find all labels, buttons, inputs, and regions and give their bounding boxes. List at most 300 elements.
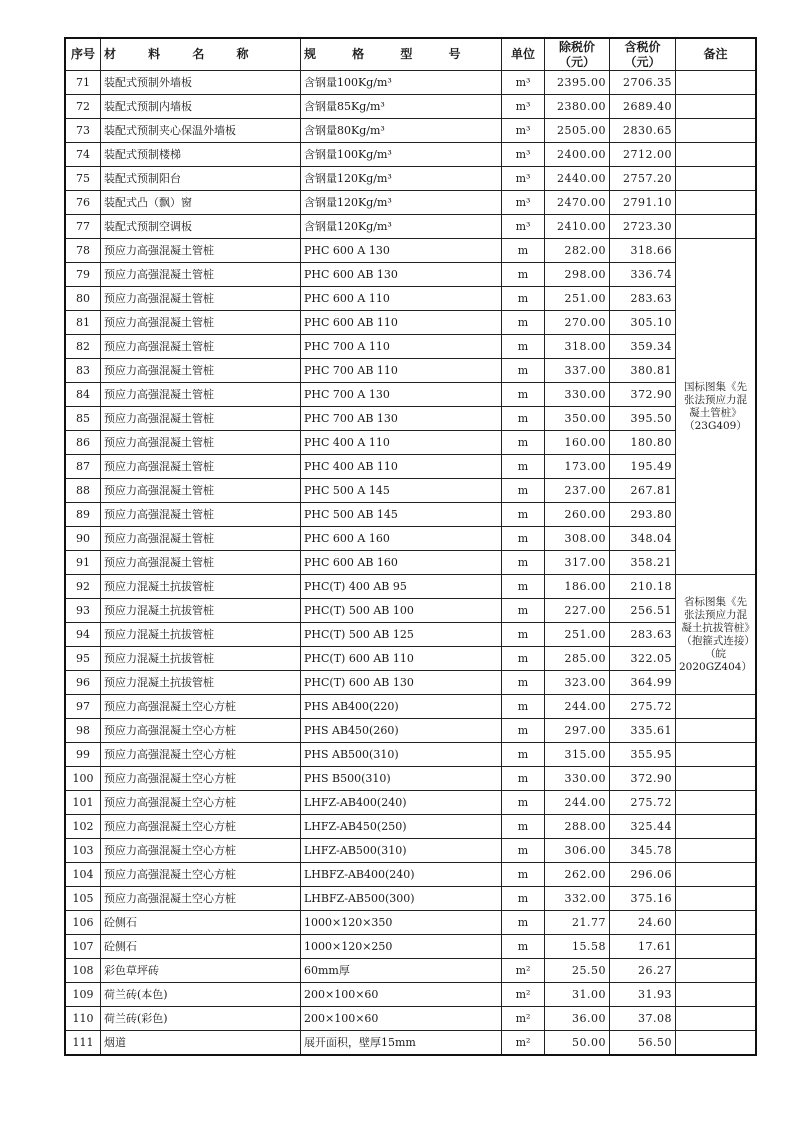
row-remark xyxy=(676,935,756,959)
row-price-inc-tax: 364.99 xyxy=(610,671,676,695)
row-remark xyxy=(676,1031,756,1056)
row-price-ex-tax: 2440.00 xyxy=(545,167,610,191)
row-price-inc-tax: 283.63 xyxy=(610,623,676,647)
row-unit: m³ xyxy=(502,167,545,191)
row-material-name: 荷兰砖(本色) xyxy=(101,983,301,1007)
row-price-ex-tax: 2410.00 xyxy=(545,215,610,239)
row-material-name: 预应力高强混凝土空心方桩 xyxy=(101,887,301,911)
row-remark: 省标图集《先张法预应力混凝土抗拔管桩》（抱箍式连接）（皖2020GZ404） xyxy=(676,575,756,695)
row-material-name: 预应力混凝土抗拔管桩 xyxy=(101,671,301,695)
row-no: 109 xyxy=(65,983,101,1007)
row-material-name: 预应力高强混凝土空心方桩 xyxy=(101,743,301,767)
row-no: 76 xyxy=(65,191,101,215)
row-price-ex-tax: 237.00 xyxy=(545,479,610,503)
table-row xyxy=(65,695,756,719)
row-no: 102 xyxy=(65,815,101,839)
row-material-name: 砼侧石 xyxy=(101,911,301,935)
row-price-inc-tax: 195.49 xyxy=(610,455,676,479)
table-row xyxy=(65,815,756,839)
table-row xyxy=(65,95,756,119)
row-remark xyxy=(676,983,756,1007)
row-spec: PHS AB450(260) xyxy=(301,719,502,743)
row-unit: m² xyxy=(502,1031,545,1056)
row-material-name: 预应力高强混凝土空心方桩 xyxy=(101,791,301,815)
row-remark xyxy=(676,215,756,239)
row-price-ex-tax: 330.00 xyxy=(545,767,610,791)
row-spec: PHC 500 A 145 xyxy=(301,479,502,503)
row-price-ex-tax: 337.00 xyxy=(545,359,610,383)
row-price-ex-tax: 2380.00 xyxy=(545,95,610,119)
header-unit: 单位 xyxy=(502,38,545,71)
row-unit: m³ xyxy=(502,119,545,143)
row-price-ex-tax: 173.00 xyxy=(545,455,610,479)
table-body xyxy=(65,71,756,1056)
row-unit: m xyxy=(502,335,545,359)
row-spec: PHS AB500(310) xyxy=(301,743,502,767)
table-row xyxy=(65,215,756,239)
row-price-inc-tax: 2830.65 xyxy=(610,119,676,143)
row-price-inc-tax: 17.61 xyxy=(610,935,676,959)
table-header-row xyxy=(65,38,756,71)
row-spec: PHC 700 AB 130 xyxy=(301,407,502,431)
row-remark xyxy=(676,119,756,143)
row-price-inc-tax: 180.80 xyxy=(610,431,676,455)
row-spec: PHC 700 A 110 xyxy=(301,335,502,359)
row-spec: PHC 600 A 160 xyxy=(301,527,502,551)
row-no: 72 xyxy=(65,95,101,119)
row-spec: PHS B500(310) xyxy=(301,767,502,791)
row-price-inc-tax: 210.18 xyxy=(610,575,676,599)
row-material-name: 烟道 xyxy=(101,1031,301,1056)
row-material-name: 预应力高强混凝土管桩 xyxy=(101,407,301,431)
row-material-name: 装配式预制外墙板 xyxy=(101,71,301,95)
table-row xyxy=(65,167,756,191)
row-price-inc-tax: 37.08 xyxy=(610,1007,676,1031)
table-row xyxy=(65,263,756,287)
row-remark: 国标图集《先张法预应力混凝土管桩》（23G409） xyxy=(676,239,756,575)
row-price-ex-tax: 262.00 xyxy=(545,863,610,887)
row-material-name: 预应力高强混凝土管桩 xyxy=(101,527,301,551)
row-material-name: 预应力高强混凝土管桩 xyxy=(101,503,301,527)
row-no: 77 xyxy=(65,215,101,239)
price-table-page xyxy=(64,37,757,1056)
row-no: 85 xyxy=(65,407,101,431)
row-no: 89 xyxy=(65,503,101,527)
row-spec: PHC(T) 600 AB 110 xyxy=(301,647,502,671)
row-unit: m xyxy=(502,839,545,863)
row-remark xyxy=(676,143,756,167)
row-unit: m² xyxy=(502,1007,545,1031)
table-row xyxy=(65,791,756,815)
row-no: 98 xyxy=(65,719,101,743)
row-spec: LHBFZ-AB500(300) xyxy=(301,887,502,911)
row-unit: m³ xyxy=(502,191,545,215)
table-row xyxy=(65,287,756,311)
row-unit: m xyxy=(502,815,545,839)
row-no: 88 xyxy=(65,479,101,503)
row-price-ex-tax: 270.00 xyxy=(545,311,610,335)
row-spec: LHFZ-AB400(240) xyxy=(301,791,502,815)
row-price-inc-tax: 348.04 xyxy=(610,527,676,551)
table-row xyxy=(65,647,756,671)
row-material-name: 预应力高强混凝土管桩 xyxy=(101,455,301,479)
row-price-inc-tax: 372.90 xyxy=(610,383,676,407)
row-remark xyxy=(676,71,756,95)
table-row xyxy=(65,959,756,983)
row-no: 94 xyxy=(65,623,101,647)
table-row xyxy=(65,239,756,263)
row-unit: m xyxy=(502,431,545,455)
table-row xyxy=(65,143,756,167)
row-price-ex-tax: 306.00 xyxy=(545,839,610,863)
row-price-inc-tax: 358.21 xyxy=(610,551,676,575)
row-price-inc-tax: 325.44 xyxy=(610,815,676,839)
row-material-name: 预应力高强混凝土空心方桩 xyxy=(101,719,301,743)
row-price-inc-tax: 56.50 xyxy=(610,1031,676,1056)
table-row xyxy=(65,479,756,503)
row-remark xyxy=(676,887,756,911)
row-unit: m xyxy=(502,503,545,527)
row-remark xyxy=(676,839,756,863)
row-no: 101 xyxy=(65,791,101,815)
row-material-name: 装配式预制阳台 xyxy=(101,167,301,191)
row-unit: m xyxy=(502,791,545,815)
row-unit: m xyxy=(502,887,545,911)
row-spec: PHC 700 A 130 xyxy=(301,383,502,407)
table-row xyxy=(65,599,756,623)
row-material-name: 装配式凸（飘）窗 xyxy=(101,191,301,215)
row-no: 75 xyxy=(65,167,101,191)
header-name: 材 料 名 称 xyxy=(101,38,301,71)
row-unit: m xyxy=(502,623,545,647)
row-remark xyxy=(676,959,756,983)
row-material-name: 预应力高强混凝土管桩 xyxy=(101,383,301,407)
row-unit: m xyxy=(502,407,545,431)
row-unit: m xyxy=(502,575,545,599)
row-no: 110 xyxy=(65,1007,101,1031)
row-no: 92 xyxy=(65,575,101,599)
row-remark xyxy=(676,767,756,791)
row-unit: m xyxy=(502,743,545,767)
row-price-ex-tax: 2400.00 xyxy=(545,143,610,167)
row-no: 106 xyxy=(65,911,101,935)
row-price-inc-tax: 2689.40 xyxy=(610,95,676,119)
row-unit: m² xyxy=(502,983,545,1007)
row-unit: m xyxy=(502,239,545,263)
row-price-ex-tax: 317.00 xyxy=(545,551,610,575)
row-spec: PHC 600 AB 110 xyxy=(301,311,502,335)
row-price-inc-tax: 355.95 xyxy=(610,743,676,767)
row-material-name: 预应力高强混凝土管桩 xyxy=(101,287,301,311)
row-spec: 含钢量120Kg/m³ xyxy=(301,167,502,191)
table-row xyxy=(65,551,756,575)
row-price-inc-tax: 267.81 xyxy=(610,479,676,503)
row-no: 97 xyxy=(65,695,101,719)
table-row xyxy=(65,335,756,359)
row-no: 100 xyxy=(65,767,101,791)
table-row xyxy=(65,1031,756,1056)
row-unit: m xyxy=(502,455,545,479)
row-price-inc-tax: 256.51 xyxy=(610,599,676,623)
row-no: 95 xyxy=(65,647,101,671)
table-row xyxy=(65,623,756,647)
table-row xyxy=(65,191,756,215)
row-material-name: 预应力混凝土抗拔管桩 xyxy=(101,623,301,647)
table-row xyxy=(65,671,756,695)
row-spec: 含钢量100Kg/m³ xyxy=(301,71,502,95)
table-row xyxy=(65,359,756,383)
material-price-table xyxy=(64,37,757,1056)
row-price-ex-tax: 160.00 xyxy=(545,431,610,455)
row-unit: m xyxy=(502,263,545,287)
table-row xyxy=(65,407,756,431)
table-row xyxy=(65,503,756,527)
row-price-inc-tax: 335.61 xyxy=(610,719,676,743)
row-spec: 含钢量120Kg/m³ xyxy=(301,191,502,215)
table-row xyxy=(65,575,756,599)
row-no: 79 xyxy=(65,263,101,287)
row-material-name: 预应力高强混凝土空心方桩 xyxy=(101,863,301,887)
row-no: 78 xyxy=(65,239,101,263)
row-no: 84 xyxy=(65,383,101,407)
row-price-inc-tax: 283.63 xyxy=(610,287,676,311)
row-remark xyxy=(676,95,756,119)
row-spec: 含钢量80Kg/m³ xyxy=(301,119,502,143)
table-row xyxy=(65,71,756,95)
row-spec: PHC 400 AB 110 xyxy=(301,455,502,479)
row-price-inc-tax: 293.80 xyxy=(610,503,676,527)
row-no: 81 xyxy=(65,311,101,335)
row-remark xyxy=(676,815,756,839)
row-price-ex-tax: 332.00 xyxy=(545,887,610,911)
row-spec: PHC 600 AB 160 xyxy=(301,551,502,575)
row-unit: m xyxy=(502,647,545,671)
row-material-name: 预应力高强混凝土管桩 xyxy=(101,551,301,575)
row-material-name: 装配式预制内墙板 xyxy=(101,95,301,119)
row-spec: 展开面积，壁厚15mm xyxy=(301,1031,502,1056)
row-remark xyxy=(676,863,756,887)
row-price-inc-tax: 2706.35 xyxy=(610,71,676,95)
row-unit: m xyxy=(502,287,545,311)
row-no: 111 xyxy=(65,1031,101,1056)
row-price-inc-tax: 395.50 xyxy=(610,407,676,431)
row-price-inc-tax: 275.72 xyxy=(610,791,676,815)
row-unit: m xyxy=(502,479,545,503)
row-price-ex-tax: 318.00 xyxy=(545,335,610,359)
table-row xyxy=(65,527,756,551)
row-price-inc-tax: 296.06 xyxy=(610,863,676,887)
table-row xyxy=(65,719,756,743)
row-unit: m xyxy=(502,863,545,887)
row-price-ex-tax: 308.00 xyxy=(545,527,610,551)
row-price-ex-tax: 50.00 xyxy=(545,1031,610,1056)
row-no: 108 xyxy=(65,959,101,983)
table-row xyxy=(65,911,756,935)
row-spec: PHC 600 AB 130 xyxy=(301,263,502,287)
row-material-name: 预应力高强混凝土管桩 xyxy=(101,311,301,335)
row-spec: 1000×120×250 xyxy=(301,935,502,959)
row-price-ex-tax: 2395.00 xyxy=(545,71,610,95)
row-price-ex-tax: 251.00 xyxy=(545,287,610,311)
row-material-name: 预应力高强混凝土空心方桩 xyxy=(101,767,301,791)
row-no: 80 xyxy=(65,287,101,311)
row-no: 91 xyxy=(65,551,101,575)
row-price-ex-tax: 298.00 xyxy=(545,263,610,287)
row-price-inc-tax: 305.10 xyxy=(610,311,676,335)
row-remark xyxy=(676,719,756,743)
row-remark xyxy=(676,167,756,191)
table-row xyxy=(65,935,756,959)
row-no: 96 xyxy=(65,671,101,695)
row-no: 83 xyxy=(65,359,101,383)
row-price-inc-tax: 2757.20 xyxy=(610,167,676,191)
row-unit: m xyxy=(502,671,545,695)
row-material-name: 预应力高强混凝土管桩 xyxy=(101,479,301,503)
row-price-ex-tax: 244.00 xyxy=(545,695,610,719)
row-no: 93 xyxy=(65,599,101,623)
header-spec: 规 格 型 号 xyxy=(301,38,502,71)
row-price-inc-tax: 24.60 xyxy=(610,911,676,935)
row-remark xyxy=(676,911,756,935)
header-no: 序号 xyxy=(65,38,101,71)
row-price-inc-tax: 2723.30 xyxy=(610,215,676,239)
row-spec: PHC 600 A 130 xyxy=(301,239,502,263)
row-price-ex-tax: 282.00 xyxy=(545,239,610,263)
row-spec: PHC(T) 500 AB 125 xyxy=(301,623,502,647)
table-row xyxy=(65,311,756,335)
row-unit: m³ xyxy=(502,71,545,95)
row-unit: m xyxy=(502,719,545,743)
table-row xyxy=(65,887,756,911)
row-remark xyxy=(676,791,756,815)
row-no: 82 xyxy=(65,335,101,359)
row-no: 86 xyxy=(65,431,101,455)
row-price-inc-tax: 322.05 xyxy=(610,647,676,671)
row-spec: 含钢量100Kg/m³ xyxy=(301,143,502,167)
row-price-inc-tax: 359.34 xyxy=(610,335,676,359)
table-row xyxy=(65,863,756,887)
row-no: 104 xyxy=(65,863,101,887)
row-material-name: 荷兰砖(彩色) xyxy=(101,1007,301,1031)
row-unit: m xyxy=(502,935,545,959)
row-price-ex-tax: 2505.00 xyxy=(545,119,610,143)
row-no: 99 xyxy=(65,743,101,767)
row-price-ex-tax: 36.00 xyxy=(545,1007,610,1031)
row-no: 103 xyxy=(65,839,101,863)
row-remark xyxy=(676,743,756,767)
row-material-name: 预应力高强混凝土管桩 xyxy=(101,359,301,383)
row-material-name: 预应力高强混凝土管桩 xyxy=(101,431,301,455)
table-row xyxy=(65,983,756,1007)
table-row xyxy=(65,839,756,863)
row-unit: m xyxy=(502,527,545,551)
row-remark xyxy=(676,191,756,215)
row-no: 71 xyxy=(65,71,101,95)
table-row xyxy=(65,743,756,767)
row-remark xyxy=(676,1007,756,1031)
row-material-name: 预应力高强混凝土空心方桩 xyxy=(101,695,301,719)
row-material-name: 预应力混凝土抗拔管桩 xyxy=(101,575,301,599)
row-material-name: 砼侧石 xyxy=(101,935,301,959)
row-price-ex-tax: 315.00 xyxy=(545,743,610,767)
row-price-ex-tax: 186.00 xyxy=(545,575,610,599)
row-no: 90 xyxy=(65,527,101,551)
header-price-inc-tax: 含税价（元） xyxy=(610,38,676,71)
row-material-name: 预应力高强混凝土空心方桩 xyxy=(101,839,301,863)
row-spec: LHFZ-AB450(250) xyxy=(301,815,502,839)
header-price-ex-tax: 除税价（元） xyxy=(545,38,610,71)
row-price-inc-tax: 26.27 xyxy=(610,959,676,983)
table-row xyxy=(65,767,756,791)
row-price-ex-tax: 260.00 xyxy=(545,503,610,527)
row-no: 105 xyxy=(65,887,101,911)
row-price-ex-tax: 21.77 xyxy=(545,911,610,935)
row-unit: m xyxy=(502,359,545,383)
row-unit: m² xyxy=(502,959,545,983)
row-price-ex-tax: 350.00 xyxy=(545,407,610,431)
row-unit: m xyxy=(502,695,545,719)
row-unit: m xyxy=(502,551,545,575)
row-spec: PHC 500 AB 145 xyxy=(301,503,502,527)
row-price-inc-tax: 31.93 xyxy=(610,983,676,1007)
row-price-inc-tax: 380.81 xyxy=(610,359,676,383)
row-spec: PHC 700 AB 110 xyxy=(301,359,502,383)
row-spec: 含钢量120Kg/m³ xyxy=(301,215,502,239)
row-no: 74 xyxy=(65,143,101,167)
row-unit: m xyxy=(502,383,545,407)
row-material-name: 装配式预制夹心保温外墙板 xyxy=(101,119,301,143)
row-price-inc-tax: 345.78 xyxy=(610,839,676,863)
table-row xyxy=(65,1007,756,1031)
row-price-inc-tax: 275.72 xyxy=(610,695,676,719)
row-price-inc-tax: 372.90 xyxy=(610,767,676,791)
row-spec: 200×100×60 xyxy=(301,1007,502,1031)
row-no: 73 xyxy=(65,119,101,143)
row-spec: 60mm厚 xyxy=(301,959,502,983)
row-material-name: 预应力混凝土抗拔管桩 xyxy=(101,647,301,671)
row-spec: PHC 400 A 110 xyxy=(301,431,502,455)
header-remark: 备注 xyxy=(676,38,756,71)
row-price-ex-tax: 330.00 xyxy=(545,383,610,407)
table-row xyxy=(65,431,756,455)
row-unit: m³ xyxy=(502,215,545,239)
row-price-ex-tax: 251.00 xyxy=(545,623,610,647)
row-unit: m xyxy=(502,599,545,623)
row-unit: m³ xyxy=(502,143,545,167)
row-spec: PHC 600 A 110 xyxy=(301,287,502,311)
row-price-ex-tax: 288.00 xyxy=(545,815,610,839)
row-price-ex-tax: 25.50 xyxy=(545,959,610,983)
row-price-inc-tax: 318.66 xyxy=(610,239,676,263)
row-no: 87 xyxy=(65,455,101,479)
row-price-ex-tax: 297.00 xyxy=(545,719,610,743)
row-price-ex-tax: 323.00 xyxy=(545,671,610,695)
row-remark xyxy=(676,695,756,719)
row-price-ex-tax: 227.00 xyxy=(545,599,610,623)
row-no: 107 xyxy=(65,935,101,959)
row-price-inc-tax: 336.74 xyxy=(610,263,676,287)
row-price-ex-tax: 285.00 xyxy=(545,647,610,671)
row-spec: LHBFZ-AB400(240) xyxy=(301,863,502,887)
row-price-inc-tax: 2791.10 xyxy=(610,191,676,215)
row-material-name: 预应力高强混凝土管桩 xyxy=(101,335,301,359)
row-price-ex-tax: 31.00 xyxy=(545,983,610,1007)
row-material-name: 预应力高强混凝土空心方桩 xyxy=(101,815,301,839)
row-spec: PHS AB400(220) xyxy=(301,695,502,719)
row-price-inc-tax: 375.16 xyxy=(610,887,676,911)
row-material-name: 预应力高强混凝土管桩 xyxy=(101,263,301,287)
table-row xyxy=(65,119,756,143)
